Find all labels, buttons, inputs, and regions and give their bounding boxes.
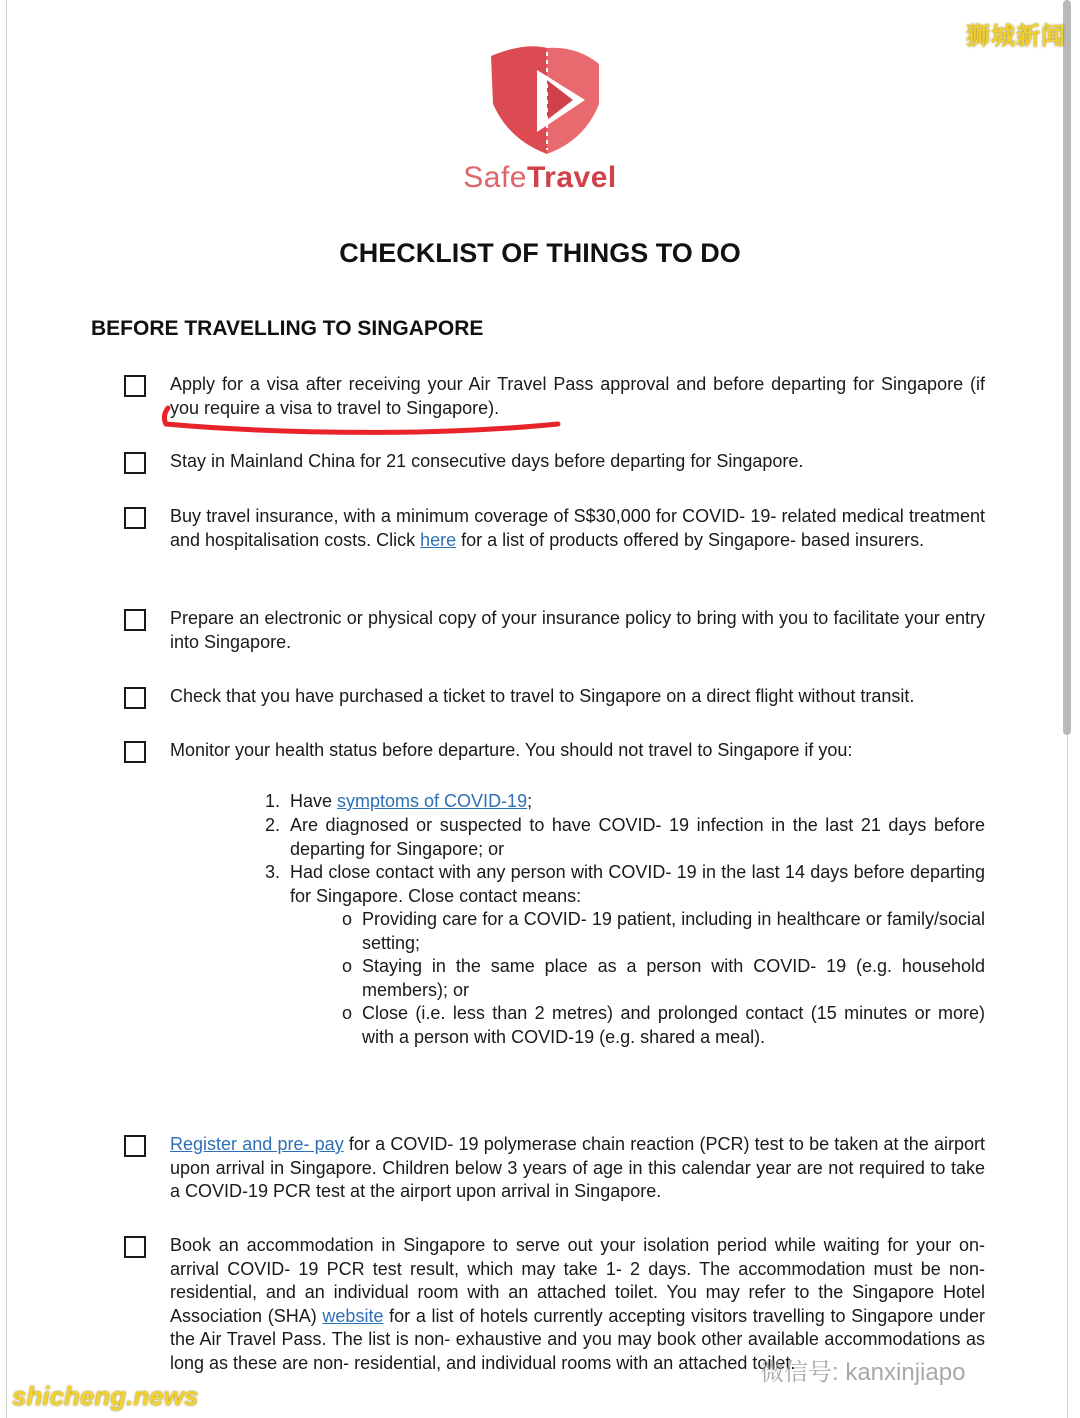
watermark-top: 狮城新闻 (966, 23, 1066, 50)
list-text: Had close contact with any person with COVID- 19 in the last 14 days before departing for Singapore. Close contact means: (290, 862, 985, 906)
list-number: 2. (265, 815, 281, 835)
checkbox-health[interactable] (124, 741, 146, 763)
page-title: CHECKLIST OF THINGS TO DO (339, 238, 741, 268)
checkbox-pcr[interactable] (124, 1135, 146, 1157)
document-page (6, 0, 1068, 1418)
accommodation-text-2: for a list of hotels currently accepting visitors travelling to Singapore under the Air Travel Pass. The list is non- exhaustive and you may book other available accommodations as long as these are non- residential, and individual rooms with an attached toilet. (170, 1305, 985, 1373)
checkbox-stay-china[interactable] (124, 452, 146, 474)
item-pcr-text (170, 1133, 985, 1204)
pcr-text: for a COVID- 19 polymerase chain reaction (PCR) test to be taken at the airport upon arrival in Singapore. Children below 3 years of age in this calendar year are not required to take a COVID-19 PCR test at the airport upon arrival in Singapore. (170, 1134, 985, 1201)
sub-list-text: Providing care for a COVID- 19 patient, including in healthcare or family/social setting; (362, 909, 985, 953)
bullet: o (342, 956, 353, 976)
item-stay-china-text: Stay in Mainland China for 21 consecutive days before departing for Singapore. (170, 451, 804, 471)
red-underline-annotation (158, 404, 563, 444)
sub-list-item (342, 1002, 985, 1049)
brand-part-2: Travel (526, 161, 617, 194)
checkbox-insurance-copy[interactable] (124, 609, 146, 631)
safetravel-logo-icon (485, 42, 603, 160)
checkbox-ticket[interactable] (124, 687, 146, 709)
sub-list-text: Close (i.e. less than 2 metres) and prolonged contact (15 minutes or more) with a person with COVID-19 (e.g. shared a meal). (362, 1003, 985, 1047)
section-heading: BEFORE TRAVELLING TO SINGAPORE (91, 317, 484, 340)
checkbox-visa[interactable] (124, 375, 146, 397)
sub-list-item (342, 955, 985, 1002)
list-number: 3. (265, 862, 281, 882)
checkbox-accommodation[interactable] (124, 1236, 146, 1258)
sub-list-text: Staying in the same place as a person with COVID- 19 (e.g. household members); or (362, 956, 985, 1000)
item-ticket-text: Check that you have purchased a ticket to travel to Singapore on a direct flight without transit. (170, 686, 915, 706)
insurance-text-2: for a list of products offered by Singapore- based insurers. (456, 529, 925, 550)
bullet: o (342, 909, 353, 929)
list-item (265, 814, 985, 861)
item-insurance-copy-text: Prepare an electronic or physical copy of your insurance policy to bring with you to facilitate your entry into Singapore. (170, 608, 985, 652)
item-visa-text: Apply for a visa after receiving your Air Travel Pass approval and before departing for Singapore (if you require a visa to travel to Singapore). (170, 374, 985, 418)
list-item (265, 861, 985, 908)
item-insurance-text (170, 505, 985, 552)
website-link[interactable]: website (322, 1305, 384, 1326)
insurance-text-1: Buy travel insurance, with a minimum coverage of S$30,000 for COVID- 19- related medical treatment and hospitalisation costs. Click (170, 506, 985, 550)
watermark-bottom-left: shicheng.news (12, 1381, 199, 1411)
watermark-bottom-right: 微信号: kanxinjiapo (760, 1359, 966, 1386)
list-item (265, 790, 985, 814)
sub-list-item (342, 908, 985, 955)
checkbox-insurance[interactable] (124, 507, 146, 529)
symptoms-link[interactable]: symptoms of COVID-19 (337, 791, 528, 811)
scrollbar[interactable] (1063, 0, 1071, 735)
list-text-part: Have (290, 791, 338, 811)
here-link[interactable]: here (420, 529, 457, 550)
list-text (290, 790, 985, 814)
brand-name (0, 161, 1080, 195)
accommodation-text-1: Book an accommodation in Singapore to serve out your isolation period while waiting for your on- arrival COVID- 19 PCR test result, which may take 1- 2 days. The accommodation must be non- residential, and an individual room with an attached toilet. You may refer to the Singapore Hotel Association (SHA) (170, 1235, 985, 1326)
list-number: 1. (265, 791, 281, 811)
item-health-text: Monitor your health status before departure. You should not travel to Singapore if you: (170, 740, 853, 760)
list-text: Are diagnosed or suspected to have COVID- 19 infection in the last 21 days before departing for Singapore; or (290, 815, 985, 859)
bullet: o (342, 1003, 353, 1023)
register-prepay-link[interactable]: Register and pre- pay (170, 1134, 344, 1154)
brand-part-1: Safe (463, 161, 527, 194)
list-text-part: ; (527, 791, 533, 811)
